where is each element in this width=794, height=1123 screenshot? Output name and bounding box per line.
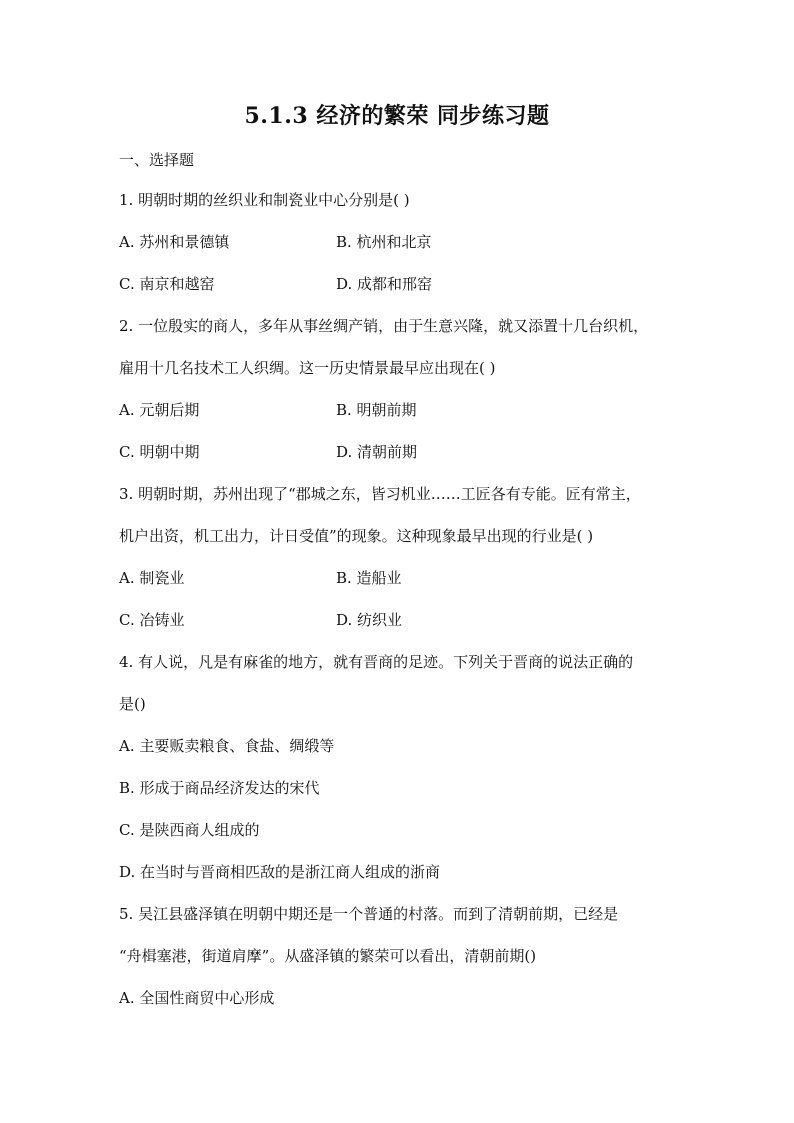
question-4-stem-line-2: 是() bbox=[119, 695, 146, 713]
question-1-stem: 1. 明朝时期的丝织业和制瓷业中心分别是( ) bbox=[119, 191, 410, 209]
question-3-stem-line-2: 机户出资，机工出力，计日受值”的现象。这种现象最早出现的行业是( ) bbox=[119, 527, 594, 545]
question-4-option-d: D. 在当时与晋商相匹敌的是浙江商人组成的浙商 bbox=[119, 863, 441, 881]
question-3-option-c: C. 冶铸业 bbox=[119, 611, 185, 629]
question-2-option-a: A. 元朝后期 bbox=[119, 401, 200, 419]
question-4-stem-line-1: 4. 有人说，凡是有麻雀的地方，就有晋商的足迹。下列关于晋商的说法正确的 bbox=[119, 653, 634, 671]
question-5-stem-line-2: “舟楫塞港，街道肩摩”。从盛泽镇的繁荣可以看出，清朝前期() bbox=[119, 947, 537, 965]
question-2-option-d: D. 清朝前期 bbox=[336, 443, 418, 461]
question-1-option-a: A. 苏州和景德镇 bbox=[119, 233, 230, 251]
question-3-option-a: A. 制瓷业 bbox=[119, 569, 185, 587]
page-title: 5.1.3 经济的繁荣 同步练习题 bbox=[244, 103, 550, 129]
question-4-option-a: A. 主要贩卖粮食、食盐、绸缎等 bbox=[119, 737, 335, 755]
question-3-stem-line-1: 3. 明朝时期，苏州出现了“郡城之东，皆习机业……工匠各有专能。匠有常主， bbox=[119, 485, 641, 503]
question-1-option-b: B. 杭州和北京 bbox=[336, 233, 432, 251]
question-4-option-b: B. 形成于商品经济发达的宋代 bbox=[119, 779, 320, 797]
question-1-option-d: D. 成都和邢窑 bbox=[336, 275, 433, 293]
question-4-option-c: C. 是陕西商人组成的 bbox=[119, 821, 260, 839]
section-heading: 一、选择题 bbox=[119, 151, 195, 169]
question-5-option-a: A. 全国性商贸中心形成 bbox=[119, 989, 275, 1007]
question-3-option-b: B. 造船业 bbox=[336, 569, 402, 587]
question-5-stem-line-1: 5. 吴江县盛泽镇在明朝中期还是一个普通的村落。而到了清朝前期，已经是 bbox=[119, 905, 619, 923]
question-2-stem-line-1: 2. 一位殷实的商人，多年从事丝绸产销，由于生意兴隆，就又添置十几台织机， bbox=[119, 317, 649, 335]
question-2-option-c: C. 明朝中期 bbox=[119, 443, 200, 461]
question-2-option-b: B. 明朝前期 bbox=[336, 401, 417, 419]
question-3-option-d: D. 纺织业 bbox=[336, 611, 403, 629]
question-2-stem-line-2: 雇用十几名技术工人织绸。这一历史情景最早应出现在( ) bbox=[119, 359, 496, 377]
question-1-option-c: C. 南京和越窑 bbox=[119, 275, 215, 293]
